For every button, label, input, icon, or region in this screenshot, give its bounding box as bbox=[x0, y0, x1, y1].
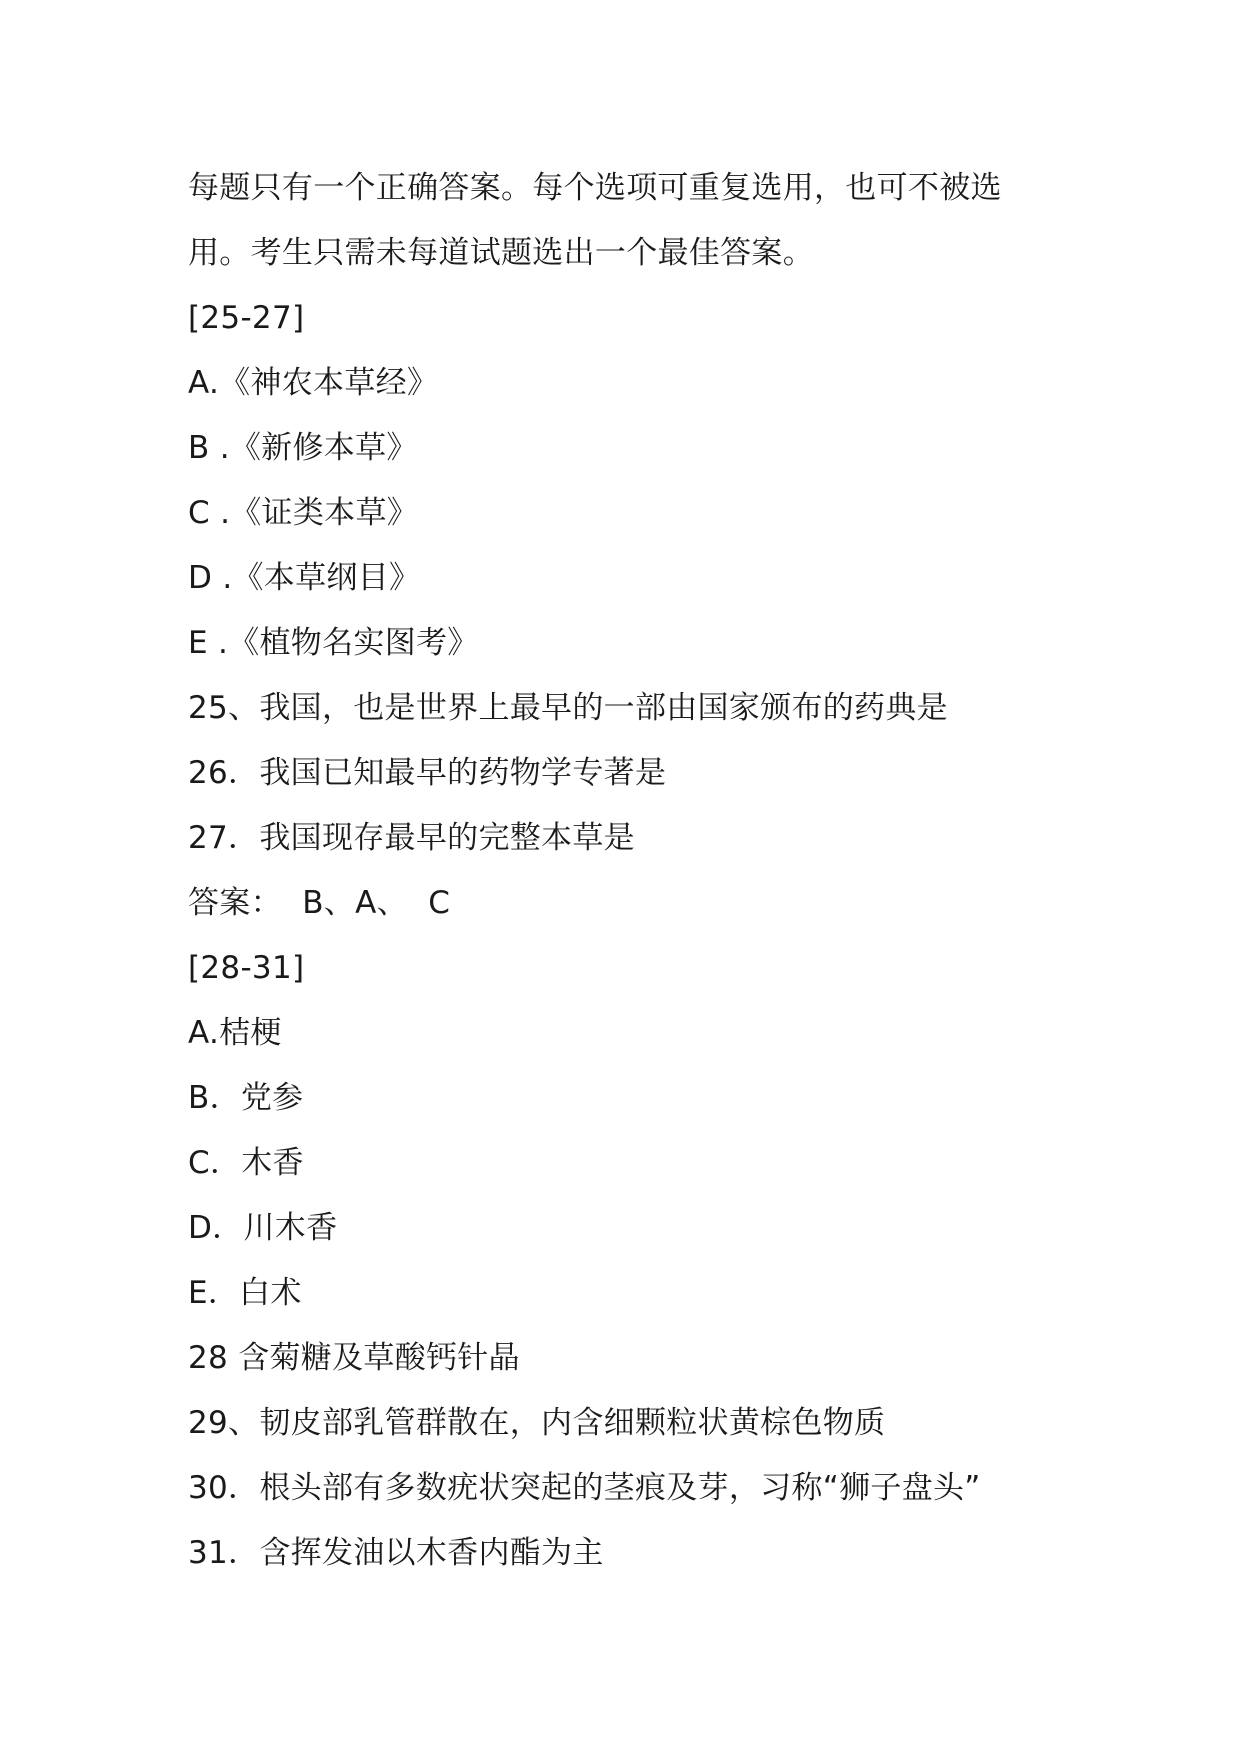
option-d: D .《本草纲目》 bbox=[188, 560, 421, 596]
option-c: C．木香 bbox=[188, 1145, 304, 1181]
question-group-header: [28-31] bbox=[188, 950, 305, 986]
option-a: A.桔梗 bbox=[188, 1015, 282, 1051]
document-body bbox=[188, 156, 1088, 1586]
option-c: C .《证类本草》 bbox=[188, 495, 419, 531]
option-b: B .《新修本草》 bbox=[188, 430, 418, 466]
question-group-header: [25-27] bbox=[188, 300, 305, 336]
question-26: 26．我国已知最早的药物学专著是 bbox=[188, 755, 667, 791]
option-b: B．党参 bbox=[188, 1080, 304, 1116]
question-29: 29、韧皮部乳管群散在，内含细颗粒状黄棕色物质 bbox=[188, 1405, 886, 1441]
instruction-line-1: 每题只有一个正确答案。每个选项可重复选用，也可不被选 bbox=[188, 170, 1002, 206]
option-e: E．白术 bbox=[188, 1275, 302, 1311]
option-d: D．川木香 bbox=[188, 1210, 338, 1246]
instruction-line-2: 用。考生只需未每道试题选出一个最佳答案。 bbox=[188, 235, 814, 271]
question-25: 25、我国，也是世界上最早的一部由国家颁布的药典是 bbox=[188, 690, 948, 726]
option-a: A.《神农本草经》 bbox=[188, 365, 439, 401]
question-31: 31．含挥发油以木香内酯为主 bbox=[188, 1535, 604, 1571]
question-30: 30．根头部有多数疣状突起的茎痕及芽，习称“狮子盘头” bbox=[188, 1470, 981, 1506]
question-28: 28 含菊糖及草酸钙针晶 bbox=[188, 1340, 520, 1376]
option-e: E .《植物名实图考》 bbox=[188, 625, 479, 661]
question-27: 27．我国现存最早的完整本草是 bbox=[188, 820, 635, 856]
answer-line: 答案： B、A、 C bbox=[188, 885, 451, 921]
